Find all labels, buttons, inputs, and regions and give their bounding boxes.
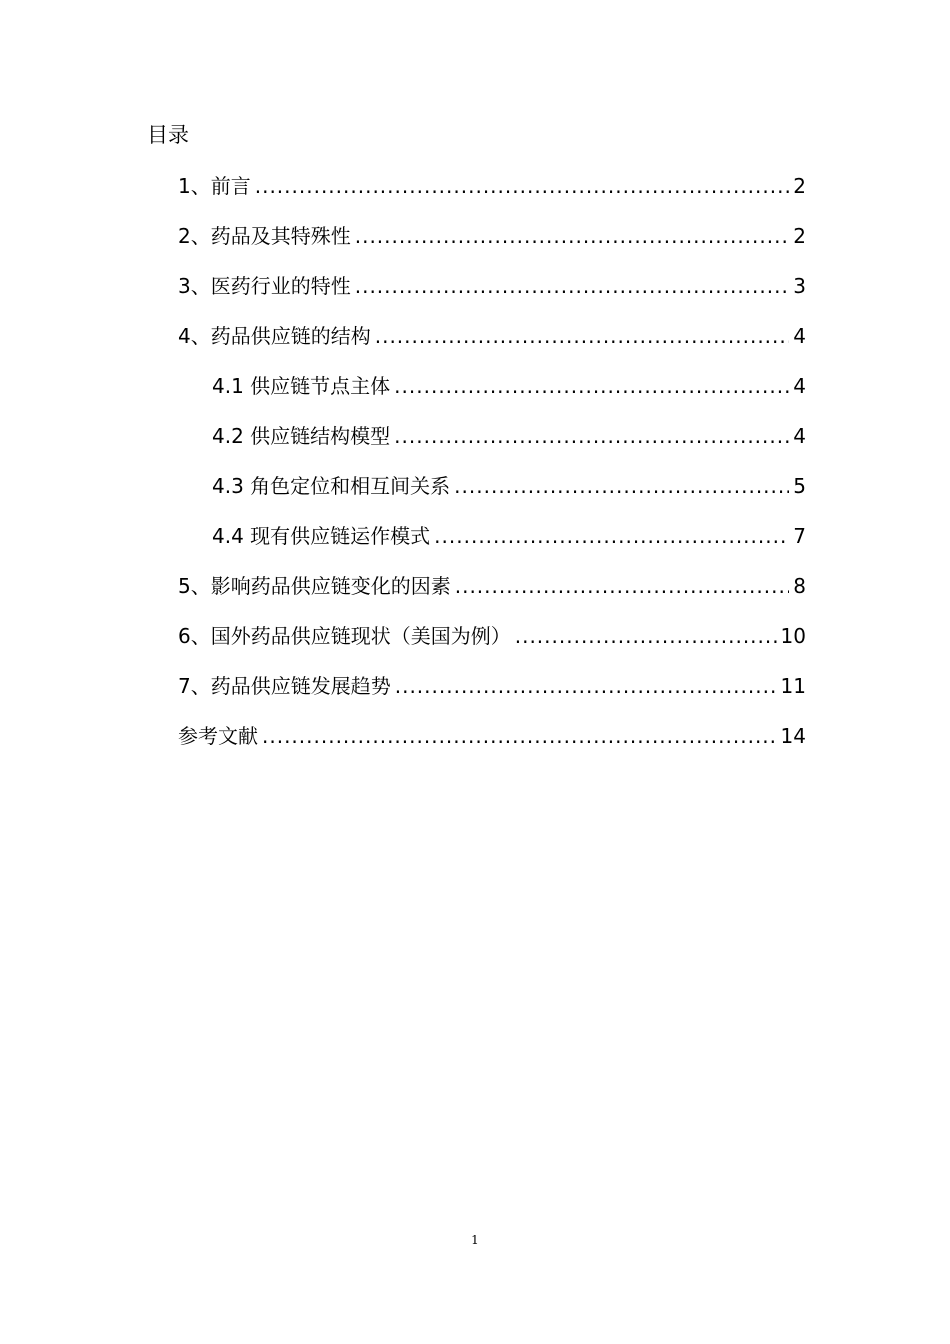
toc-leader-dots [262,720,777,752]
toc-entry-label: 6、国外药品供应链现状（美国为例） [178,624,511,648]
toc-entry-page: 2 [793,174,806,198]
toc-entry-label: 4.2 供应链结构模型 [212,424,391,448]
toc-entry-page: 7 [793,524,806,548]
toc-entry-page: 4 [793,374,806,398]
toc-entry[interactable] [178,620,806,652]
toc-subentry[interactable] [212,520,806,552]
toc-leader-dots [394,370,789,402]
toc-entry-page: 2 [793,224,806,248]
toc-leader-dots [454,470,789,502]
toc-entry-page: 4 [793,324,806,348]
toc-entry-page: 14 [780,724,806,748]
toc-leader-dots [355,270,790,302]
toc-leader-dots [394,420,789,452]
toc-subentry[interactable] [212,420,806,452]
toc-heading: 目录 [147,123,189,147]
toc-entry[interactable] [178,570,806,602]
toc-entry-label: 2、药品及其特殊性 [178,224,351,248]
toc-subentry[interactable] [212,370,806,402]
toc-leader-dots [355,220,790,252]
toc-leader-dots [515,620,777,652]
toc-entry-label: 1、前言 [178,174,251,198]
toc-entry-page: 3 [793,274,806,298]
toc-entry-label: 4.1 供应链节点主体 [212,374,391,398]
toc-entry-label: 4.3 角色定位和相互间关系 [212,474,451,498]
toc-leader-dots [395,670,777,702]
toc-entry-label: 7、药品供应链发展趋势 [178,674,391,698]
toc-entry[interactable] [178,170,806,202]
toc-entry-label: 3、医药行业的特性 [178,274,351,298]
toc-entry[interactable] [178,720,806,752]
toc-entry[interactable] [178,270,806,302]
toc-entry-page: 8 [793,574,806,598]
toc-entry-label: 4、药品供应链的结构 [178,324,371,348]
toc-entry[interactable] [178,320,806,352]
toc-leader-dots [375,320,790,352]
page-number: 1 [471,1233,479,1247]
toc-entry-label: 参考文献 [178,724,258,748]
toc-leader-dots [434,520,789,552]
toc-entry-label: 4.4 现有供应链运作模式 [212,524,431,548]
toc-leader-dots [455,570,790,602]
toc-entry-label: 5、影响药品供应链变化的因素 [178,574,451,598]
toc-entry[interactable] [178,220,806,252]
toc-entry-page: 10 [780,624,806,648]
toc-entry[interactable] [178,670,806,702]
toc-entry-page: 5 [793,474,806,498]
toc-leader-dots [255,170,790,202]
toc-subentry[interactable] [212,470,806,502]
toc-entry-page: 11 [780,674,806,698]
toc-entry-page: 4 [793,424,806,448]
